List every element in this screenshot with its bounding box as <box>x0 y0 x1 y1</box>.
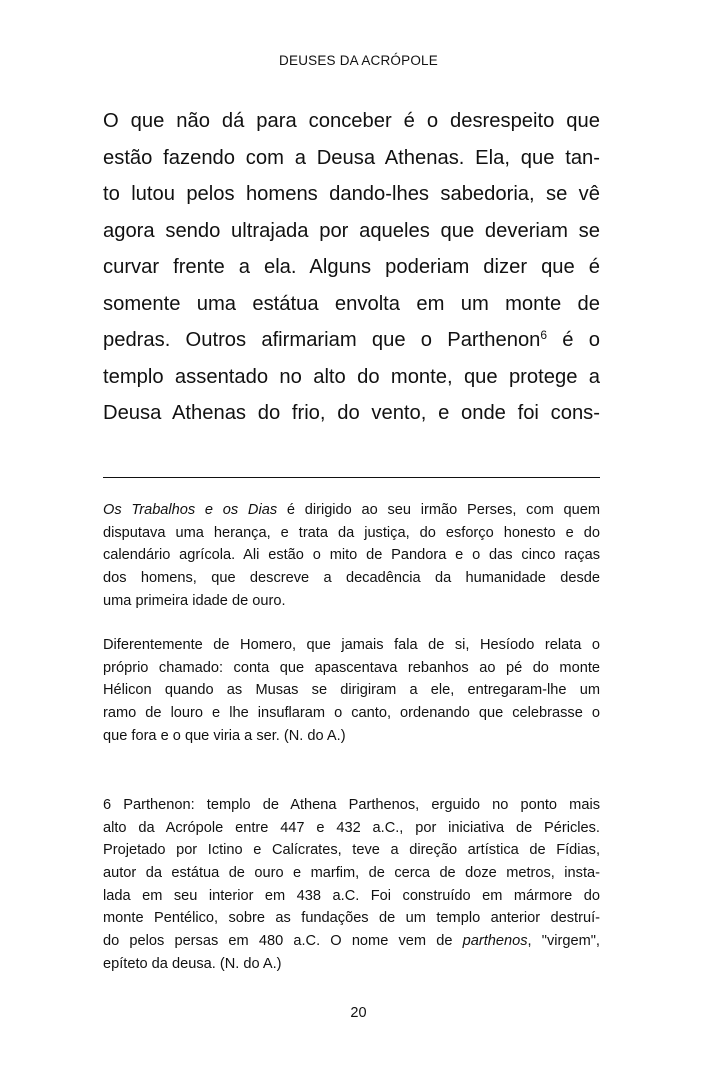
note-line-text: é dirigido ao seu irmão Perses, com quem <box>277 502 600 518</box>
body-line: agora sendo ultrajada por aqueles que deveriam se <box>103 219 600 242</box>
page-number: 20 <box>350 1005 367 1021</box>
note-line: Diferentemente de Homero, que jamais fala de si, Hesíodo relata o <box>103 637 600 653</box>
body-line: somente uma estátua envolta em um monte de <box>103 292 600 315</box>
body-line-tail: é o <box>547 329 600 351</box>
body-line: Deusa Athenas do frio, do vento, e onde foi cons- <box>103 402 600 424</box>
body-line-with-footnote-ref <box>103 322 600 359</box>
note-line: ramo de louro e lhe insuflaram o canto, ordenando que celebrasse o <box>103 705 600 722</box>
note-line: próprio chamado: conta que apascentava rebanhos ao pé do monte <box>103 659 600 676</box>
body-line: O que não dá para conceber é o desrespeito que <box>103 110 600 132</box>
note-line-text: , "virgem", <box>527 933 600 950</box>
running-header: DEUSES DA ACRÓPOLE <box>279 53 438 68</box>
footnote-continuation-paragraph-1 <box>103 499 600 612</box>
main-text <box>103 103 600 432</box>
note-line: Hélicon quando as Musas se dirigiram a ele, entregaram-lhe um <box>103 682 600 699</box>
note-line: dos homens, que descreve a decadência da humanidade desde <box>103 570 600 587</box>
note-line: calendário agrícola. Ali estão o mito de Pandora e o das cinco raças <box>103 547 600 564</box>
body-line: to lutou pelos homens dando-lhes sabedoria, se vê <box>103 183 600 205</box>
note-line: autor da estátua de ouro e marfim, de cerca de doze metros, insta- <box>103 865 600 882</box>
note-line: Projetado por Ictino e Calícrates, teve a direção artística de Fídias, <box>103 842 600 859</box>
note-line: disputava uma herança, e trata da justiça, do esforço honesto e do <box>103 524 600 541</box>
footnote-reference[interactable]: 6 <box>540 328 548 342</box>
note-line: epíteto da deusa. (N. do A.) <box>103 955 282 972</box>
note-line: lada em seu interior em 438 a.C. Foi construído em mármore do <box>103 887 600 904</box>
note-line: alto da Acrópole entre 447 e 432 a.C., por iniciativa de Péricles. <box>103 819 600 836</box>
body-line: estão fazendo com a Deusa Athenas. Ela, que tan- <box>103 146 600 169</box>
note-line <box>103 930 600 953</box>
body-line: templo assentado no alto do monte, que protege a <box>103 365 600 388</box>
note-line: monte Pentélico, sobre as fundações de um templo anterior destruí- <box>103 910 600 927</box>
note-line <box>103 499 600 522</box>
footnote-6 <box>103 794 600 976</box>
italic-term: parthenos <box>462 933 528 950</box>
book-title: Os Trabalhos e os Dias <box>103 502 278 518</box>
note-line: uma primeira idade de ouro. <box>103 592 286 609</box>
footnote-separator <box>103 477 600 478</box>
note-line-text: do pelos persas em 480 a.C. O nome vem de <box>103 933 463 950</box>
note-line: 6 Parthenon: templo de Athena Parthenos, erguido no ponto mais <box>103 797 600 813</box>
body-line: curvar frente a ela. Alguns poderiam dizer que é <box>103 256 600 278</box>
body-line-text: pedras. Outros afirmariam que o Parthenon <box>103 329 541 351</box>
note-line: que fora e o que viria a ser. (N. do A.) <box>103 727 346 744</box>
footnote-continuation-paragraph-2 <box>103 634 600 747</box>
